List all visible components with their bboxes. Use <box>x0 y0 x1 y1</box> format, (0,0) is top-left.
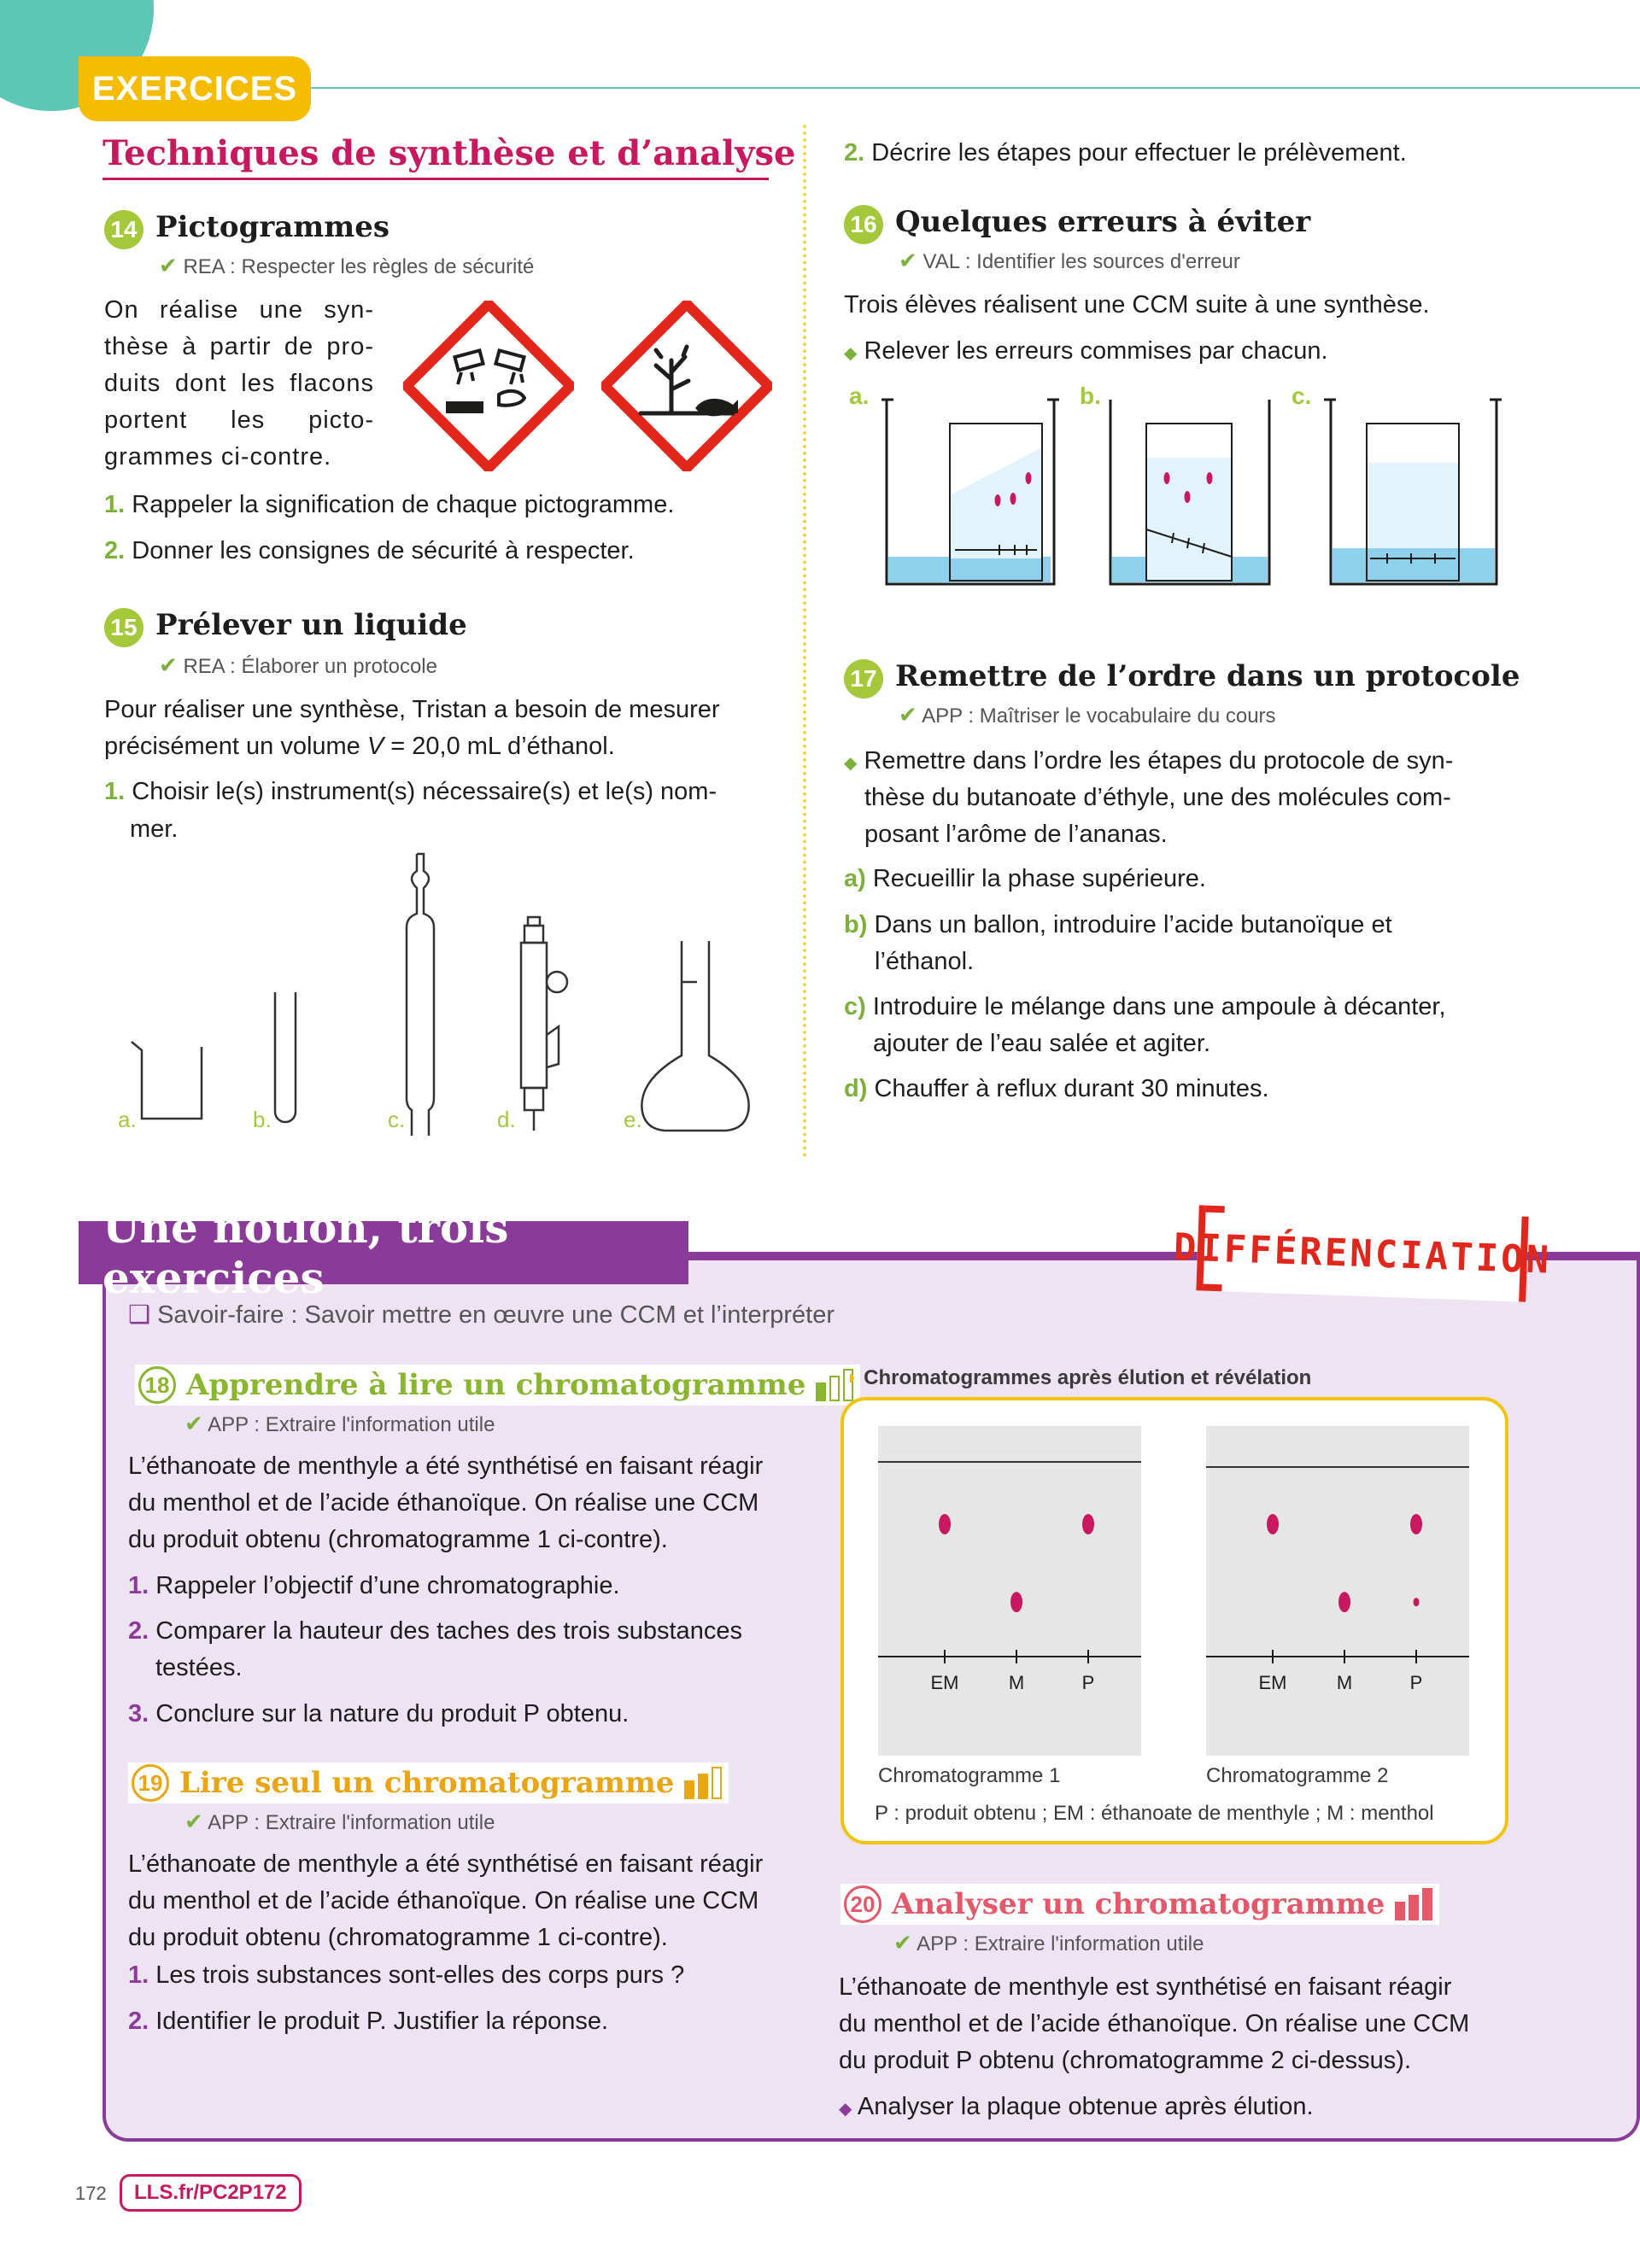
test-tube-icon <box>275 992 296 1122</box>
skill-20 <box>893 1930 1204 1956</box>
ex14-intro <box>104 292 374 476</box>
exercise-number-17: 17 <box>844 659 883 699</box>
check-icon: ✔ <box>184 1809 203 1834</box>
level-bar <box>829 1376 840 1401</box>
skill-15 <box>159 652 437 679</box>
differenciation-badge: DIFFÉRENCIATION <box>1196 1205 1528 1301</box>
ex20-intro-line-1: L’éthanoate de menthyle est synthétisé en faisant réagir <box>839 1973 1452 2001</box>
lane-label-EM: EM <box>1258 1672 1287 1693</box>
lane-label-P: P <box>1409 1672 1423 1693</box>
check-icon: ✔ <box>893 1930 912 1955</box>
exercise-title-15: Prélever un liquide <box>155 608 467 642</box>
plate-2-background <box>1206 1426 1469 1756</box>
ex20-intro-line-2: du menthol et de l’acide éthanoïque. On réalise une CCM <box>839 2010 1470 2037</box>
task-text: Analyser la plaque obtenue après élution. <box>857 2093 1314 2120</box>
exercise-number-19: 19 <box>132 1764 169 1802</box>
bullet-icon: ◆ <box>844 344 858 363</box>
question-text: Choisir le(s) instrument(s) nécessaire(s) et le(s) nom- <box>132 778 718 805</box>
question-number: 1. <box>104 778 126 805</box>
skill-label: VAL : Identifier les sources d'erreur <box>922 250 1240 273</box>
chromatogram-legend: P : produit obtenu ; EM : éthanoate de menthyle ; M : menthol <box>875 1802 1434 1825</box>
task-text: Relever les erreurs commises par chacun. <box>864 337 1328 365</box>
exercise-number-16: 16 <box>844 205 883 244</box>
spot-P <box>1414 1598 1420 1606</box>
ex14-line: grammes ci-contre. <box>104 443 332 471</box>
question-text: Donner les consignes de sécurité à respecter. <box>132 537 635 564</box>
exercise-head-18 <box>135 1365 860 1406</box>
glassware-label-e: e. <box>624 1107 642 1132</box>
ccm-label-b: b. <box>1080 383 1101 409</box>
savoir-faire <box>128 1300 835 1330</box>
skill-label: REA : Élaborer un protocole <box>183 655 437 678</box>
ex19-intro-line-3: du produit obtenu (chromatogramme 1 ci-contre). <box>128 1924 668 1951</box>
ex17-step-b-cont: l’éthanol. <box>875 948 975 975</box>
question-number: 2. <box>104 537 126 564</box>
ccm-tank-a <box>882 400 1059 584</box>
skill-19 <box>184 1809 495 1835</box>
ex15-question-1 <box>104 774 717 810</box>
chromatogram-2-caption: Chromatogramme 2 <box>1206 1764 1389 1787</box>
triangle-icon: ◗ <box>846 1366 858 1389</box>
step-text: Dans un ballon, introduire l’acide butanoïque et <box>874 911 1392 938</box>
check-icon: ✔ <box>184 1411 203 1436</box>
ex20-task <box>839 2089 1314 2128</box>
ex16-intro: Trois élèves réalisent une CCM suite à une synthèse. <box>844 291 1430 319</box>
exercise-title-16: Quelques erreurs à éviter <box>895 205 1311 239</box>
ex17-step-d <box>844 1071 1269 1108</box>
lane-label-M: M <box>1336 1672 1353 1693</box>
resource-link[interactable]: LLS.fr/PC2P172 <box>120 2174 302 2212</box>
ex19-question-2 <box>128 2003 608 2040</box>
check-icon: ✔ <box>159 253 178 278</box>
environment-hazard-pictogram-icon <box>601 301 772 471</box>
beaker-icon <box>132 1042 202 1119</box>
question-number: 2. <box>128 2008 149 2035</box>
ex15-question-2 <box>844 135 1407 172</box>
page-number: 172 <box>75 2183 107 2204</box>
title-highlight <box>128 1762 729 1803</box>
text-part: précisément un volume <box>104 733 367 760</box>
chart-title-text: Chromatogrammes après élution et révélation <box>864 1366 1312 1389</box>
skill-17 <box>899 702 1276 728</box>
skill-label: APP : Extraire l'information utile <box>208 1811 495 1834</box>
ex17-intro-line-2: thèse du butanoate d’éthyle, une des molécules com- <box>864 784 1451 811</box>
question-text: Rappeler l’objectif d’une chromatographie. <box>155 1572 620 1599</box>
ex17-step-c-cont: ajouter de l’eau salée et agiter. <box>873 1030 1210 1057</box>
spot-P <box>1410 1514 1422 1534</box>
ex18-question-3 <box>128 1696 629 1733</box>
check-icon: ✔ <box>159 652 178 678</box>
ex19-intro-line-1: L’éthanoate de menthyle a été synthétisé en faisant réagir <box>128 1850 764 1878</box>
question-text: Décrire les étapes pour effectuer le prélèvement. <box>871 139 1407 167</box>
question-number: 2. <box>844 139 865 167</box>
question-number: 1. <box>128 1961 149 1989</box>
difficulty-level-2-icon <box>684 1767 722 1799</box>
exercices-badge: EXERCICES <box>79 56 311 121</box>
ex18-question-2 <box>128 1613 742 1650</box>
spot-M <box>1338 1592 1350 1612</box>
checkbox-icon: ❑ <box>128 1301 150 1329</box>
pipette-icon <box>407 854 434 1136</box>
skill-18 <box>184 1411 495 1437</box>
skill-label: APP : Maîtriser le vocabulaire du cours <box>922 704 1276 728</box>
section-title: Techniques de synthèse et d’analyse <box>102 133 796 173</box>
glassware-label-b: b. <box>253 1107 272 1132</box>
glassware-illustration <box>111 845 777 1136</box>
ex14-line: thèse à partir de pro- <box>104 333 374 360</box>
skill-label: APP : Extraire l'information utile <box>917 1932 1204 1955</box>
ccm-tank-c <box>1324 400 1502 584</box>
chromatogram-1-caption: Chromatogramme 1 <box>878 1764 1061 1787</box>
ex14-question-2 <box>104 533 635 570</box>
exercise-number-18: 18 <box>138 1366 176 1404</box>
ex15-intro-line-1: Pour réaliser une synthèse, Tristan a besoin de mesurer <box>104 696 720 723</box>
skill-label: REA : Respecter les règles de sécurité <box>183 255 535 278</box>
question-text: Conclure sur la nature du produit P obtenu. <box>155 1700 630 1727</box>
ex18-intro-line-1: L’éthanoate de menthyle a été synthétisé en faisant réagir <box>128 1453 764 1480</box>
ex17-step-a <box>844 861 1206 897</box>
ccm-errors-illustration <box>880 383 1512 587</box>
lane-label-P: P <box>1081 1672 1095 1693</box>
skill-label: APP : Extraire l'information utile <box>208 1413 495 1436</box>
skill-14 <box>159 253 534 279</box>
level-bar <box>684 1780 694 1799</box>
skill-16 <box>899 248 1240 274</box>
ex14-line: portent les picto- <box>104 406 374 434</box>
question-number: 1. <box>104 491 126 518</box>
question-number: 2. <box>128 1617 149 1645</box>
corrosive-pictogram-icon <box>403 301 574 471</box>
ccm-label-a: a. <box>849 383 870 409</box>
ex20-intro-line-3: du produit P obtenu (chromatogramme 2 ci-dessus). <box>839 2047 1412 2074</box>
text-part: Remettre dans l’ordre les étapes du protocole de syn- <box>864 747 1454 775</box>
notion-tab-title: Une notion, trois exercices <box>79 1221 688 1284</box>
column-divider <box>803 125 806 1158</box>
ex19-intro-line-2: du menthol et de l’acide éthanoïque. On réalise une CCM <box>128 1887 759 1914</box>
exercise-title-17: Remettre de l’ordre dans un protocole <box>895 659 1520 693</box>
ex14-line: On réalise une syn- <box>104 296 374 324</box>
chromatograms-chart <box>854 1409 1495 1768</box>
level-bar <box>1422 1888 1432 1920</box>
ex14-line: duits dont les flacons <box>104 370 374 397</box>
step-text: Recueillir la phase supérieure. <box>872 865 1206 892</box>
ex14-question-1 <box>104 487 674 523</box>
spot-EM <box>1267 1514 1279 1534</box>
chromatogram-title <box>846 1366 1311 1390</box>
spot-EM <box>939 1514 951 1534</box>
check-icon: ✔ <box>899 248 917 273</box>
exercise-title-19: Lire seul un chromatogramme <box>179 1766 675 1800</box>
exercise-title-20: Analyser un chromatogramme <box>892 1887 1385 1921</box>
volume-variable: V <box>366 733 384 760</box>
graduated-pipette-with-propipette-icon <box>521 917 567 1131</box>
ex16-task <box>844 333 1328 372</box>
step-text: Introduire le mélange dans une ampoule à décanter, <box>872 993 1446 1020</box>
volumetric-flask-icon <box>641 941 748 1131</box>
level-bar <box>816 1382 826 1401</box>
level-bar <box>698 1774 708 1799</box>
ex18-question-2-cont: testées. <box>155 1654 243 1681</box>
ex17-intro-line-3: posant l’arôme de l’ananas. <box>864 821 1168 848</box>
exercise-number-14: 14 <box>104 210 144 249</box>
title-highlight <box>135 1365 860 1406</box>
ex18-intro-line-2: du menthol et de l’acide éthanoïque. On réalise une CCM <box>128 1489 759 1517</box>
ex17-step-b <box>844 907 1392 944</box>
text-part: = 20,0 mL d’éthanol. <box>384 733 615 760</box>
lane-label-EM: EM <box>930 1672 959 1693</box>
step-label: b) <box>844 911 868 938</box>
spot-P <box>1082 1514 1094 1534</box>
ex15-question-1-cont: mer. <box>130 815 179 843</box>
step-label: a) <box>844 865 866 892</box>
exercise-number-20: 20 <box>844 1885 882 1923</box>
question-text: Identifier le produit P. Justifier la réponse. <box>155 2008 609 2035</box>
section-title-underline <box>102 178 769 180</box>
savoir-text: Savoir-faire : Savoir mettre en œuvre une CCM et l’interpréter <box>157 1301 835 1329</box>
exercise-head-20 <box>840 1884 1439 1925</box>
exercise-title-18: Apprendre à lire un chromatogramme <box>186 1368 806 1402</box>
bullet-icon: ◆ <box>844 754 858 773</box>
ccm-label-c: c. <box>1292 383 1312 409</box>
question-text: Comparer la hauteur des taches des trois substances <box>155 1617 742 1645</box>
header-rule <box>311 87 1640 89</box>
glassware-label-a: a. <box>118 1107 137 1132</box>
ex18-intro-line-3: du produit obtenu (chromatogramme 1 ci-contre). <box>128 1526 668 1553</box>
ex17-intro-line-1 <box>844 743 1453 782</box>
exercise-title-14: Pictogrammes <box>155 210 390 244</box>
question-number: 1. <box>128 1572 149 1599</box>
step-text: Chauffer à reflux durant 30 minutes. <box>874 1075 1269 1102</box>
ex17-step-c <box>844 989 1446 1026</box>
ccm-tank-b <box>1110 400 1269 584</box>
plate-1-background <box>878 1426 1141 1756</box>
spot-M <box>1010 1592 1022 1612</box>
difficulty-level-3-icon <box>1395 1888 1432 1920</box>
exercise-head-19 <box>128 1762 729 1803</box>
step-label: d) <box>844 1075 868 1102</box>
level-bar <box>712 1767 722 1799</box>
ex15-intro-line-2 <box>104 728 615 765</box>
exercise-number-15: 15 <box>104 608 144 647</box>
ex19-question-1 <box>128 1957 684 1994</box>
question-number: 3. <box>128 1700 149 1727</box>
question-text: Rappeler la signification de chaque pictogramme. <box>132 491 675 518</box>
step-label: c) <box>844 993 866 1020</box>
level-bar <box>1395 1902 1405 1920</box>
lane-label-M: M <box>1008 1672 1025 1693</box>
bullet-icon: ◆ <box>839 2100 852 2119</box>
glassware-label-c: c. <box>388 1107 406 1132</box>
level-bar <box>1409 1895 1419 1920</box>
ex18-question-1 <box>128 1568 620 1605</box>
title-highlight <box>840 1884 1439 1925</box>
glassware-label-d: d. <box>497 1107 516 1132</box>
check-icon: ✔ <box>899 702 917 728</box>
question-text: Les trois substances sont-elles des corps purs ? <box>155 1961 685 1989</box>
